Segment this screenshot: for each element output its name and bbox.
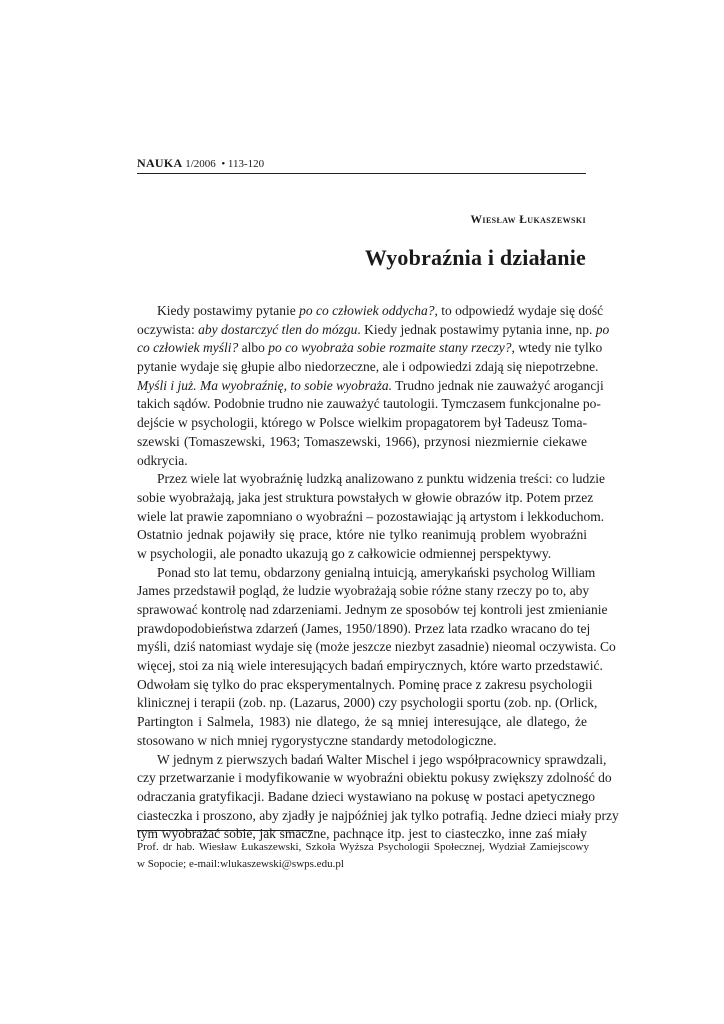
footnote-line: Prof. dr hab. Wiesław Łukaszewski, Szkoła Wyższa Psychologii Społecznej, Wydział Zamiejscowy [137, 841, 589, 853]
text-segment: Trudno jednak nie zauważyć arogancji [392, 377, 604, 393]
text-line [137, 694, 598, 713]
article-author: Wiesław Łukaszewski [470, 214, 586, 226]
text-segment: stosowano w nich mniej rygorystyczne standardy metodologiczne. [137, 732, 497, 748]
text-segment: wiele lat prawie zapomniano o wyobraźni – pozostawiając ją artystom i lekkoduchom. [137, 508, 605, 524]
text-segment: prawdopodobieństwa zdarzeń (James, 1950/1890). Przez lata rzadko wracano do tej [137, 620, 591, 636]
text-segment: sprawować kontrolę nad zdarzeniami. Jednym ze sposobów tej kontroli jest zmienianie [137, 602, 608, 617]
journal-name: NAUKA [137, 156, 183, 170]
text-segment: odraczania gratyfikacji. Badane dzieci wystawiano na pokusę w postaci apetycznego [137, 788, 596, 804]
article-body [137, 302, 619, 844]
italic-text: po co wyobraża sobie rozmaite stany rzeczy? [268, 340, 512, 356]
text-line [137, 638, 616, 657]
text-segment: Partington i Salmela, 1983) nie dlatego, że są mniej interesujące, ale dlatego, że [137, 714, 587, 730]
text-segment: sobie wyobrażają, jaka jest struktura powstałych w głowie obrazów itp. Potem przez [137, 489, 594, 505]
text-segment: szewski (Tomaszewski, 1963; Tomaszewski, 1966), przynosi niezmiernie ciekawe [137, 433, 587, 449]
text-line [137, 489, 594, 508]
text-line [137, 732, 587, 751]
text-line [137, 601, 608, 620]
text-line [137, 377, 604, 396]
article-title: Wyobraźnia i działanie [364, 245, 586, 270]
text-line [137, 751, 607, 770]
text-segment: ciasteczka i proszono, aby zjadły je najpóźniej jak tylko potrafią. Jedne dzieci miały przy [137, 807, 619, 823]
text-line [137, 769, 612, 788]
text-segment: Przez wiele lat wyobraźnię ludzką analizowano z punktu widzenia treści: co ludzie [157, 471, 605, 487]
author-footnote [137, 839, 589, 872]
footnote-rule [137, 830, 313, 831]
text-segment: W jednym z pierwszych badań Walter Mischel i jego współpracownicy sprawdzali, [157, 751, 607, 767]
text-line [137, 545, 587, 564]
text-line [137, 321, 610, 340]
text-segment: pytanie wydaje się głupie albo niedorzeczne, ale i odpowiedzi zdają się niepotrzebne. [137, 359, 599, 375]
text-segment: dejście w psychologii, którego w Polsce wielkim propagatorem był Tadeusz Toma- [137, 415, 587, 431]
italic-text: Myśli i już. Ma wyobraźnię, to sobie wyobraża. [137, 377, 392, 393]
italic-text: po [595, 321, 610, 337]
text-segment: oczywista: [137, 321, 199, 337]
text-line [137, 433, 587, 452]
text-segment: Ostatnio jednak pojawiły się prace, które nie tylko reanimują problem wyobraźni [137, 527, 587, 543]
text-line [137, 470, 605, 489]
text-line [137, 414, 587, 433]
text-line [137, 358, 599, 377]
text-segment: Ponad sto lat temu, obdarzony genialną intuicją, amerykański psycholog William [157, 564, 596, 580]
text-segment: takich sądów. Podobnie trudno nie zauważyć tautologii. Tymczasem funkcjonalne po- [137, 396, 601, 412]
text-line [137, 564, 596, 583]
header-rule [137, 173, 586, 174]
italic-text: po co człowiek oddycha? [299, 303, 435, 318]
text-line [137, 807, 619, 826]
text-segment: James przedstawił pogląd, że ludzie wyobrażają sobie różne stany rzeczy po to, aby [137, 583, 590, 599]
text-segment: , wtedy nie tylko [511, 340, 603, 356]
text-line [137, 713, 587, 732]
text-segment: tym wyobrażać sobie, jak smaczne, pachnące itp. jest to ciasteczko, inne zaś miały [137, 826, 587, 842]
running-header [137, 156, 586, 174]
text-line [137, 676, 593, 695]
text-line [137, 395, 601, 414]
text-segment: Odwołam się tylko do prac eksperymentalnych. Pominę prace z zakresu psychologii [137, 676, 593, 692]
text-line [137, 657, 603, 676]
header-bullet: • [221, 158, 226, 170]
text-line [137, 582, 590, 601]
text-segment: klinicznej i terapii (zob. np. (Lazarus, 2000) czy psychologii sportu (zob. np. (Orlick, [137, 695, 598, 711]
text-segment: , to odpowiedź wydaje się dość [434, 303, 604, 318]
text-segment: . Kiedy jednak postawimy pytania inne, np. [357, 321, 596, 337]
text-segment: odkrycia. [137, 452, 188, 468]
text-line [137, 452, 587, 471]
italic-text: co człowiek myśli? [137, 340, 239, 356]
text-line [137, 620, 591, 639]
text-line [137, 788, 596, 807]
italic-text: aby dostarczyć tlen do mózgu [198, 321, 358, 337]
text-segment: więcej, stoi za nią wiele interesujących badań empirycznych, które warto przedstawić. [137, 658, 603, 674]
text-line [137, 302, 604, 321]
text-segment: czy przetwarzanie i modyfikowanie w wyobraźni obiektu pokusy zwiększy zdolność do [137, 770, 612, 786]
footnote-line: w Sopocie; e-mail:wlukaszewski@swps.edu.pl [137, 857, 344, 870]
text-line [137, 526, 587, 545]
text-segment: myśli, dziś natomiast wydaje się (może jeszcze niezbyt zasadnie) nieomal oczywista. Co [137, 639, 616, 655]
text-line [137, 339, 603, 358]
page-range: 113-120 [227, 158, 265, 170]
text-segment: albo [238, 340, 269, 356]
text-segment: Kiedy postawimy pytanie [157, 303, 300, 318]
text-line [137, 508, 605, 527]
text-segment: w psychologii, ale ponadto ukazują go z całkowicie odmiennej perspektywy. [137, 545, 552, 561]
issue-number: 1/2006 [185, 158, 216, 170]
